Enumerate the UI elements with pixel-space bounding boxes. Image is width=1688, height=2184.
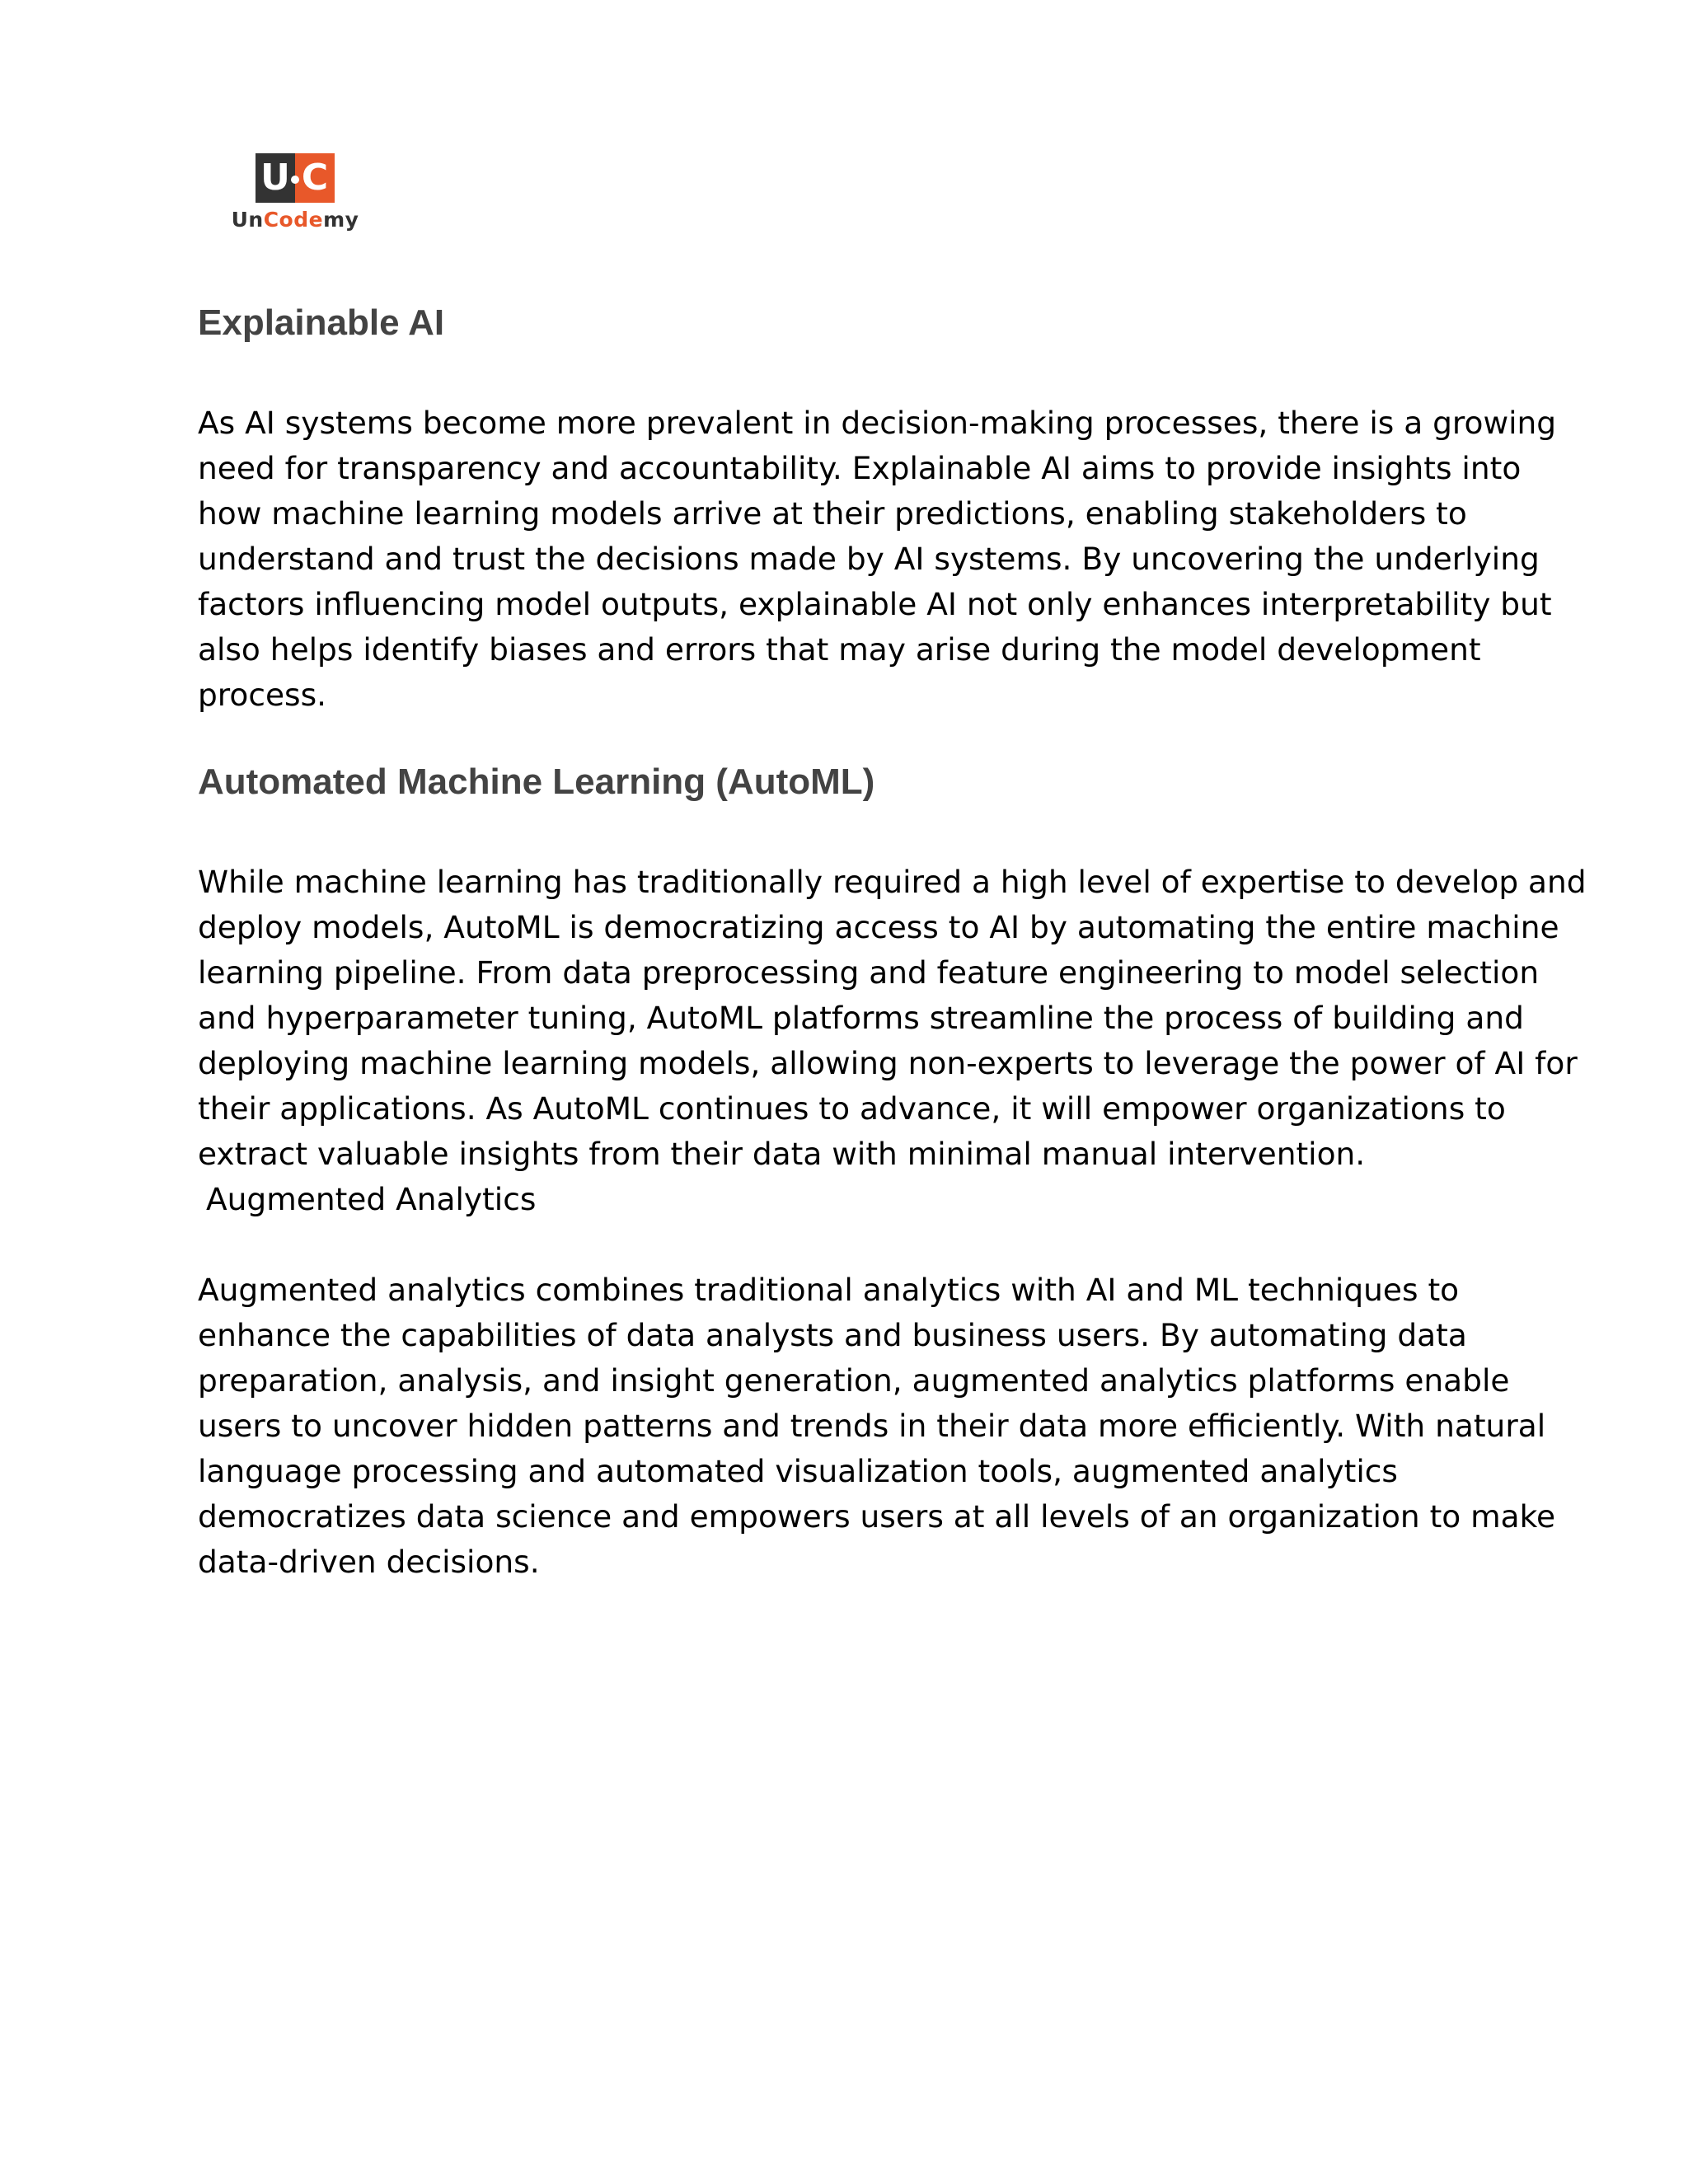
subheading-augmented-analytics: Augmented Analytics bbox=[206, 1181, 537, 1217]
text-line: learning pipeline. From data preprocessing and feature engineering to model selection bbox=[198, 954, 1540, 991]
heading-explainable-ai: Explainable AI bbox=[198, 302, 445, 343]
text-line: enhance the capabilities of data analysts and business users. By automating data bbox=[198, 1317, 1467, 1353]
text-line: deploying machine learning models, allowing non-experts to leverage the power of AI for bbox=[198, 1045, 1578, 1081]
document-content bbox=[198, 293, 1587, 1585]
text-line: how machine learning models arrive at their predictions, enabling stakeholders to bbox=[198, 495, 1467, 532]
text-line: process. bbox=[198, 677, 327, 713]
text-line: deploy models, AutoML is democratizing access to AI by automating the entire machine bbox=[198, 909, 1559, 945]
paragraph-explainable-ai bbox=[198, 401, 1557, 718]
text-line: users to uncover hidden patterns and trends in their data more efficiently. With natural bbox=[198, 1408, 1546, 1444]
logo-wordmark bbox=[229, 208, 361, 232]
logo-word-un: Un bbox=[231, 208, 264, 232]
logo-mark-u: U bbox=[256, 153, 295, 203]
logo-mark-c: C bbox=[295, 153, 335, 203]
text-line: also helps identify biases and errors that may arise during the model development bbox=[198, 631, 1481, 668]
logo-word-my: my bbox=[323, 208, 359, 232]
text-line: As AI systems become more prevalent in decision-making processes, there is a growing bbox=[198, 405, 1557, 441]
logo-dot bbox=[291, 176, 299, 184]
text-line: their applications. As AutoML continues to advance, it will empower organizations to bbox=[198, 1090, 1506, 1127]
text-line: extract valuable insights from their data with minimal manual intervention. bbox=[198, 1136, 1366, 1172]
logo-mark bbox=[256, 153, 335, 203]
text-line: Augmented analytics combines traditional analytics with AI and ML techniques to bbox=[198, 1272, 1460, 1308]
text-line: language processing and automated visualization tools, augmented analytics bbox=[198, 1453, 1398, 1489]
text-line: While machine learning has traditionally required a high level of expertise to develop and bbox=[198, 864, 1587, 900]
logo-word-code: Code bbox=[263, 208, 324, 232]
text-line: factors influencing model outputs, explainable AI not only enhances interpretability but bbox=[198, 586, 1552, 622]
text-line: and hyperparameter tuning, AutoML platforms streamline the process of building and bbox=[198, 1000, 1524, 1036]
uncodemy-logo bbox=[229, 153, 361, 239]
text-line: preparation, analysis, and insight generation, augmented analytics platforms enable bbox=[198, 1362, 1510, 1399]
text-line: understand and trust the decisions made by AI systems. By uncovering the underlying bbox=[198, 541, 1540, 577]
text-line: need for transparency and accountability. Explainable AI aims to provide insights into bbox=[198, 450, 1522, 486]
heading-automl: Automated Machine Learning (AutoML) bbox=[198, 762, 875, 802]
paragraph-automl bbox=[198, 860, 1587, 1177]
text-line: democratizes data science and empowers users at all levels of an organization to make bbox=[198, 1498, 1556, 1535]
paragraph-augmented-analytics bbox=[198, 1268, 1556, 1585]
text-line: data-driven decisions. bbox=[198, 1544, 540, 1580]
